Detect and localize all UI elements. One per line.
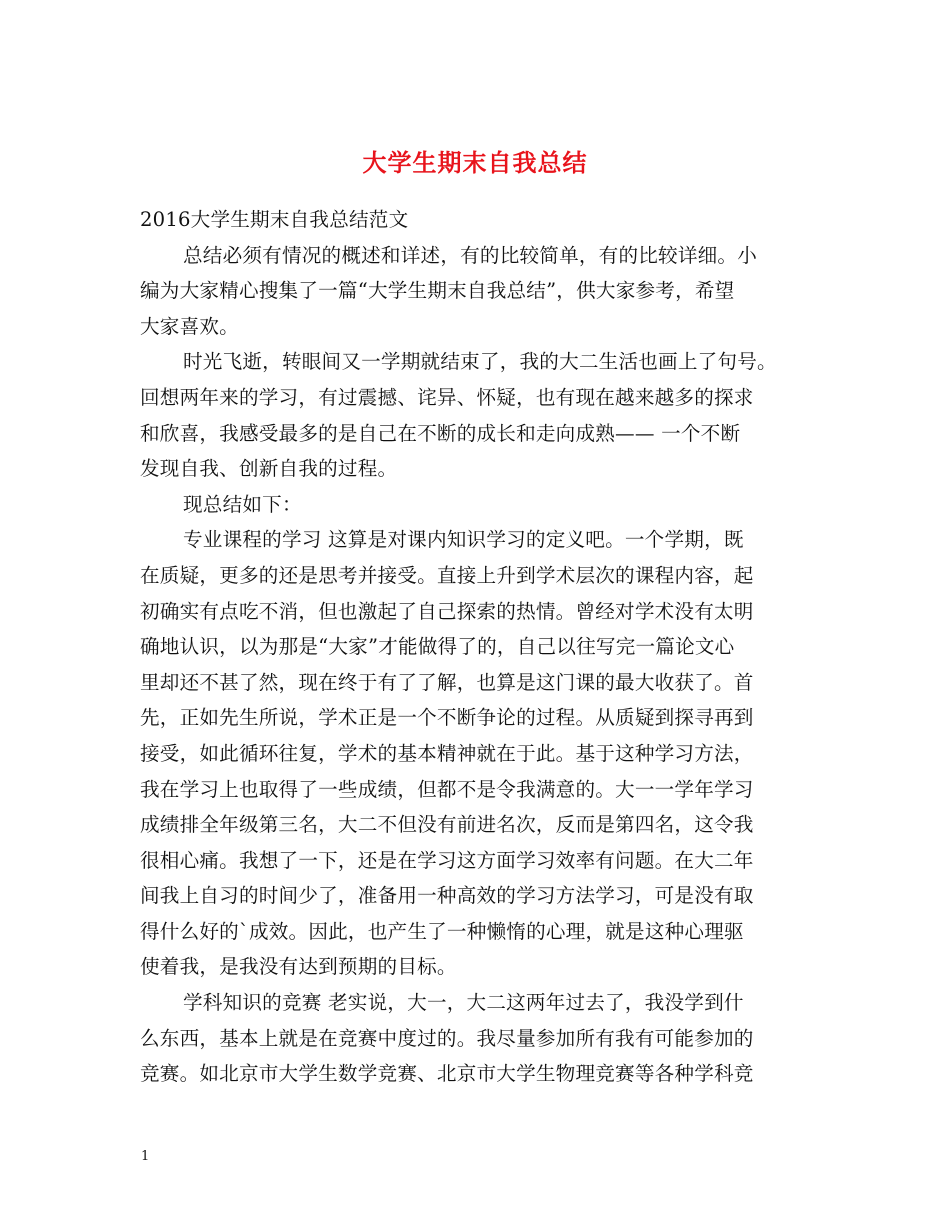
paragraph-line: 编为大家精心搜集了一篇“大学生期末自我总结”，供大家参考，希望 (140, 279, 735, 303)
paragraph-line: 成绩排全年级第三名，大二不但没有前进名次，反而是第四名，这令我 (140, 813, 754, 837)
paragraph-line: 总结必须有情况的概述和详述，有的比较简单，有的比较详细。小 (183, 243, 758, 267)
paragraph-line: 得什么好的`成效。因此，也产生了一种懒惰的心理，就是这种心理驱 (140, 919, 744, 943)
document-body (140, 202, 820, 1092)
page-number: 1 (141, 1149, 150, 1164)
paragraph-line: 回想两年来的学习，有过震撼、诧异、怀疑，也有现在越来越多的探求 (140, 385, 754, 409)
paragraph-line: 里却还不甚了然，现在终于有了了解，也算是这门课的最大收获了。首 (140, 670, 754, 694)
paragraph-line: 专业课程的学习 这算是对课内知识学习的定义吧。一个学期，既 (183, 528, 744, 552)
paragraph-line: 学科知识的竞赛 老实说，大一，大二这两年过去了，我没学到什 (183, 991, 744, 1015)
paragraph-line: 确地认识，以为那是“大家”才能做得了的，自己以往写完一篇论文心 (140, 635, 735, 659)
document-subtitle: 2016大学生期末自我总结范文 (140, 208, 409, 231)
paragraph-line: 初确实有点吃不消，但也激起了自己探索的热情。曾经对学术没有太明 (140, 599, 754, 623)
paragraph-line: 我在学习上也取得了一些成绩，但都不是令我满意的。大一一学年学习 (140, 777, 754, 801)
paragraph-line: 很相心痛。我想了一下，还是在学习这方面学习效率有问题。在大二年 (140, 848, 754, 872)
paragraph-line: 间我上自习的时间少了，准备用一种高效的学习方法学习，可是没有取 (140, 884, 754, 908)
paragraph-line: 接受，如此循环往复，学术的基本精神就在于此。基于这种学习方法， (140, 741, 754, 765)
paragraph-line: 使着我，是我没有达到预期的目标。 (140, 955, 457, 979)
paragraph-line: 和欣喜，我感受最多的是自己在不断的成长和走向成熟—— 一个不断 (140, 421, 741, 445)
paragraph-line: 在质疑，更多的还是思考并接受。直接上升到学术层次的课程内容，起 (140, 563, 754, 587)
paragraph-line: 大家喜欢。 (140, 314, 239, 338)
paragraph-line: 发现自我、创新自我的过程。 (140, 457, 398, 481)
document-title: 大学生期末自我总结 (362, 148, 588, 178)
paragraph-line: 现总结如下： (183, 492, 302, 516)
paragraph-line: 竞赛。如北京市大学生数学竞赛、北京市大学生物理竞赛等各种学科竞 (140, 1062, 754, 1086)
paragraph-line: 么东西，基本上就是在竞赛中度过的。我尽量参加所有我有可能参加的 (140, 1026, 754, 1050)
paragraph-line: 时光飞逝，转眼间又一学期就结束了，我的大二生活也画上了句号。 (183, 350, 777, 374)
paragraph-line: 先，正如先生所说，学术正是一个不断争论的过程。从质疑到探寻再到 (140, 706, 754, 730)
